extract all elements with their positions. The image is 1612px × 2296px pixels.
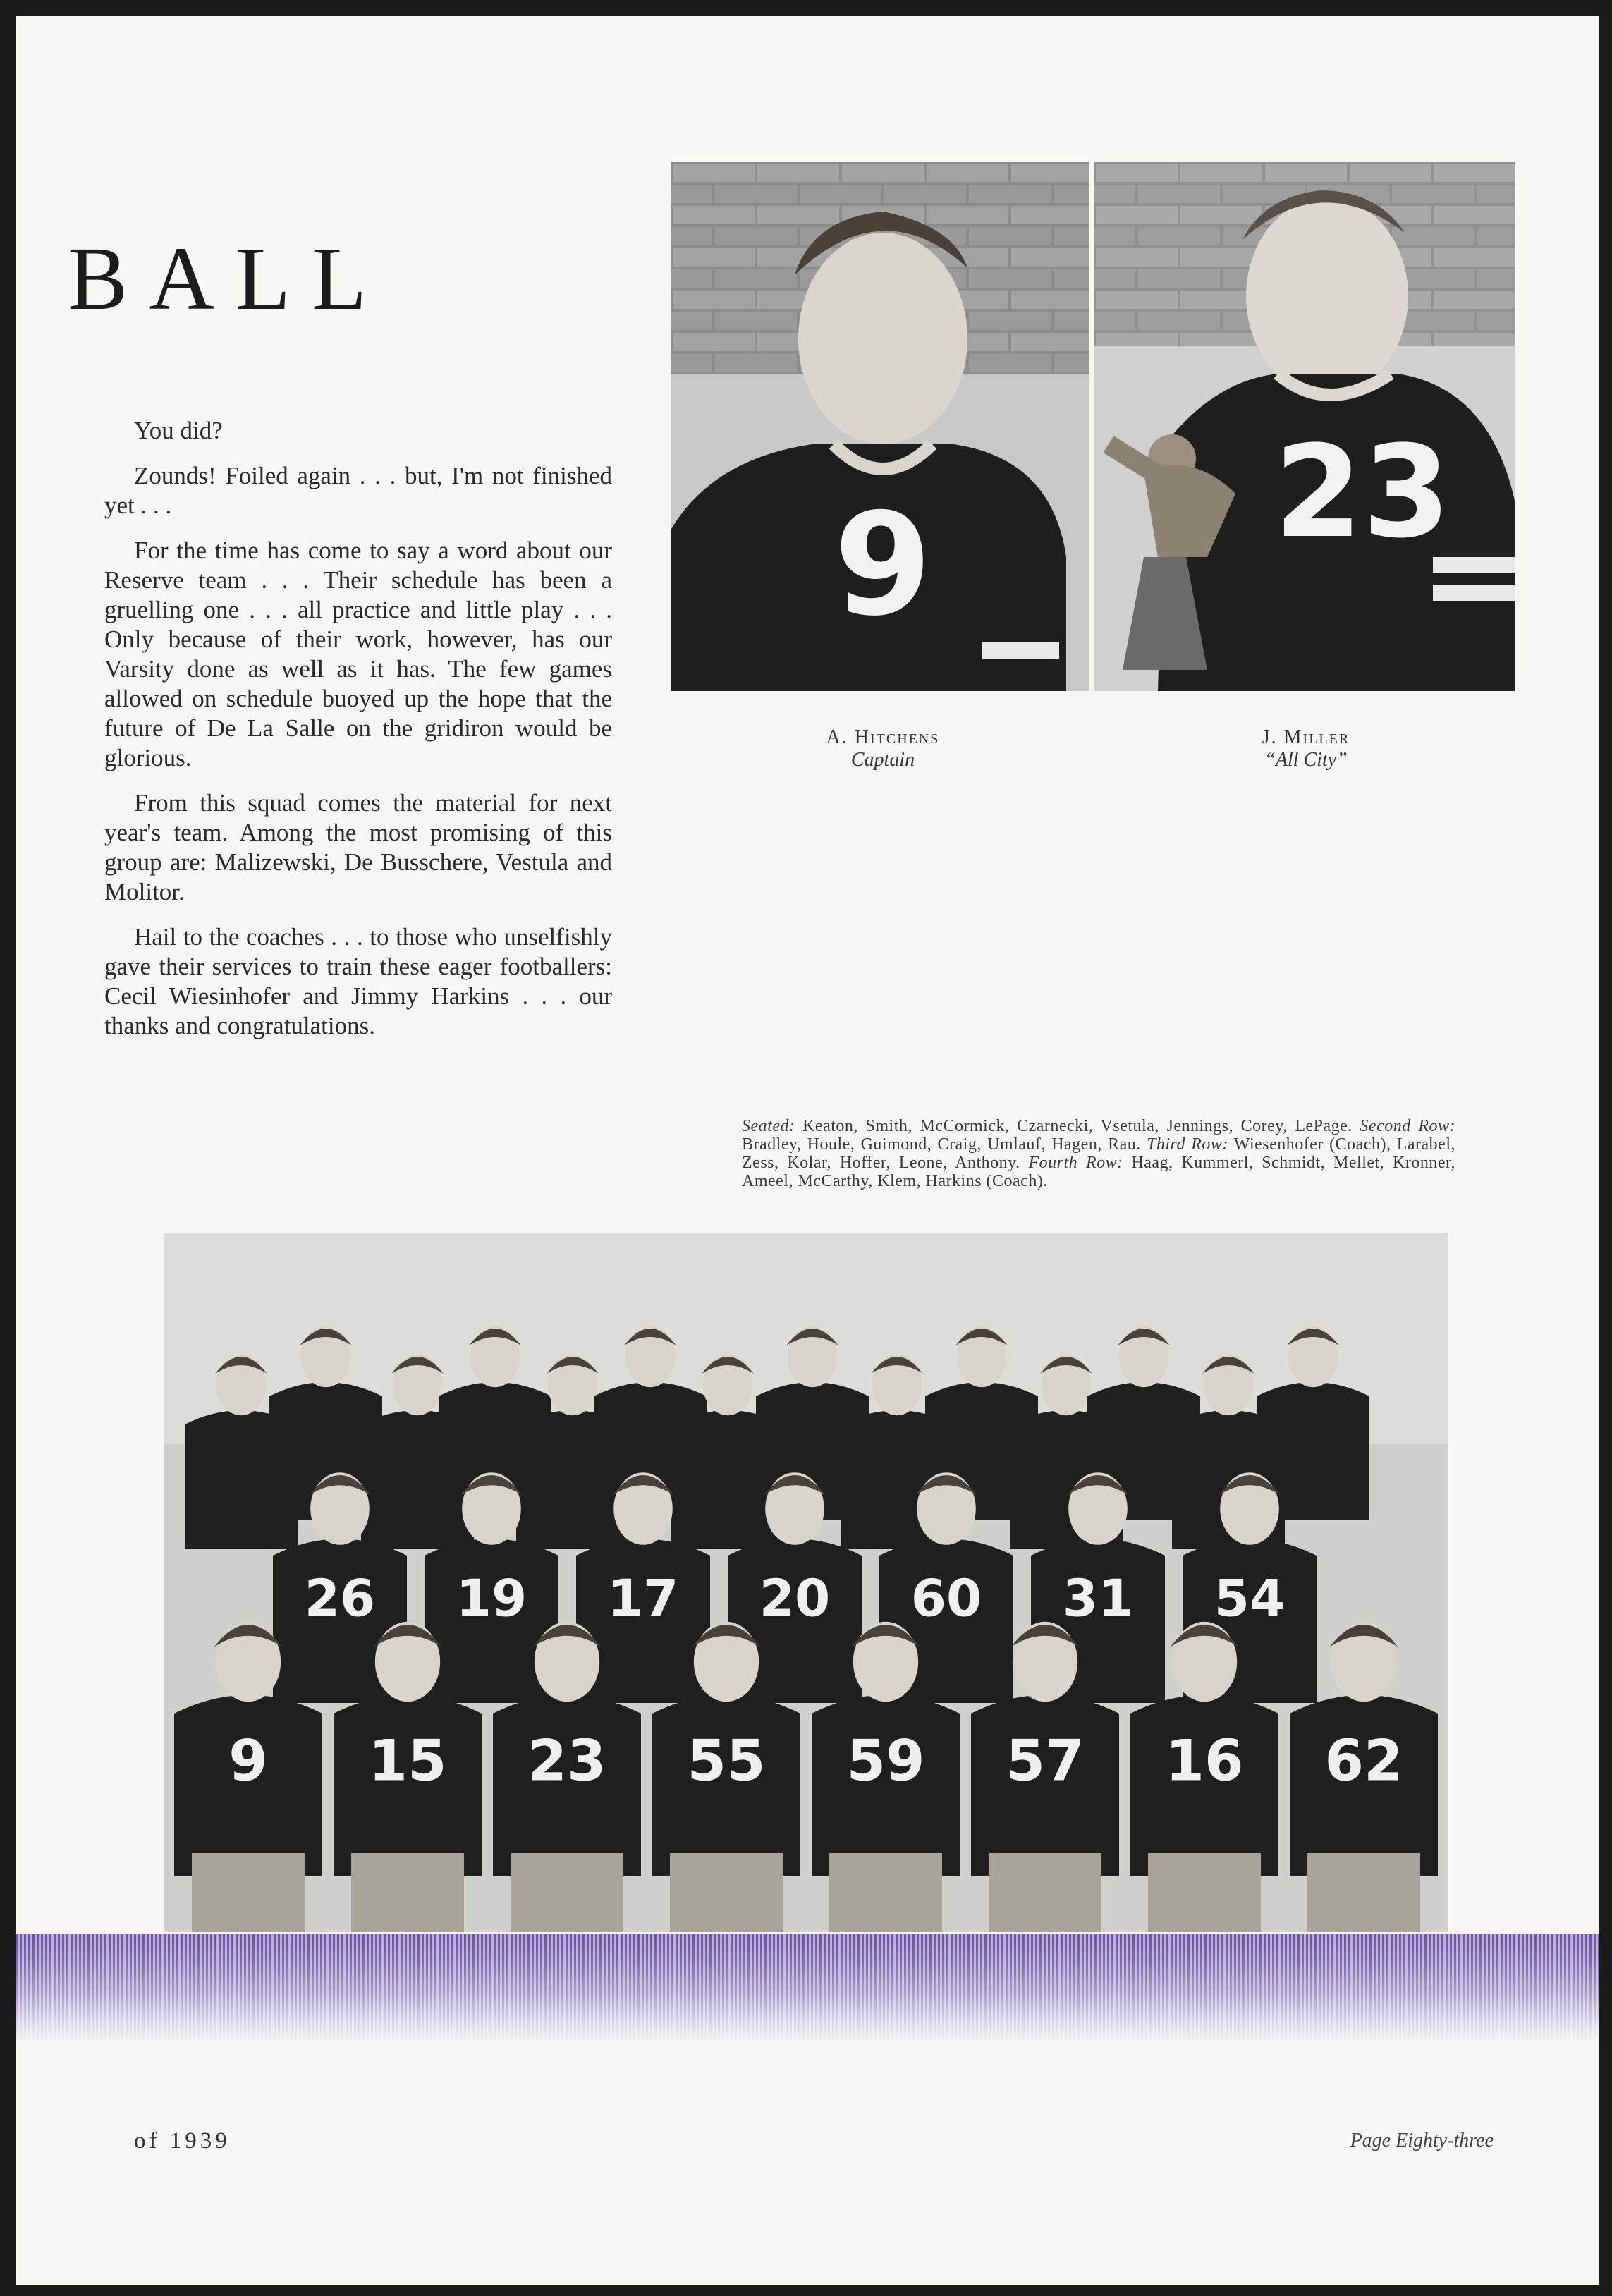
jersey-number: 54 (1214, 1569, 1286, 1629)
team-roster-caption (742, 1117, 1455, 1190)
jersey-number: 15 (368, 1728, 447, 1794)
roster-seated: Keaton, Smith, McCormick, Czarnecki, Vsetula, Jennings, Corey, LePage. (802, 1117, 1353, 1135)
player-role: “All City” (1264, 749, 1348, 771)
trousers (989, 1853, 1101, 1932)
portrait-photo-miller (1094, 162, 1515, 691)
jersey-number: 31 (1062, 1569, 1134, 1629)
trousers (351, 1853, 464, 1932)
trousers (829, 1853, 942, 1932)
jersey-number: 16 (1165, 1728, 1244, 1794)
page-number: Page Eighty-three (1350, 2130, 1494, 2151)
roster-label-seated: Seated: (742, 1117, 795, 1135)
portrait-caption (763, 726, 1003, 771)
portrait-caption (1186, 726, 1426, 771)
jersey-number: 26 (304, 1569, 376, 1629)
jersey-number: 60 (910, 1569, 982, 1629)
roster-third-row: Wiesenhofer (Coach), Larabel, Zess, Kolar, Hoffer, Leone, Anthony. (742, 1135, 1455, 1172)
trousers (1148, 1853, 1261, 1932)
trousers (1307, 1853, 1420, 1932)
paragraph: Zounds! Foiled again . . . but, I'm not finished yet . . . (104, 462, 612, 519)
trousers (192, 1853, 305, 1932)
paragraph: For the time has come to say a word about our Reserve team . . . Their schedule has been a gruelling one . . . all practice and little play . . . Only because of their work, however, has our Varsity done as well as it has. The few games allowed on schedule buoyed up the hope that the future of De La Salle on the gridiron would be glorious. (104, 537, 612, 771)
paragraph: Hail to the coaches . . . to those who unselfishly gave their services to train these eager footballers: Cecil Wiesinhofer and Jimmy Harkins . . . our thanks and congratulations. (104, 923, 612, 1039)
paragraph: From this squad comes the material for next year's team. Among the most promising of this group are: Malizewski, De Busschere, Vestula and Molitor. (104, 789, 612, 905)
jersey-number: 62 (1324, 1728, 1403, 1794)
player-name: A. Hitchens (826, 726, 940, 748)
yearbook-page (16, 16, 1599, 2285)
player-name: J. Miller (1262, 726, 1350, 748)
page-title: BALL (68, 228, 389, 329)
jersey-number: 23 (527, 1728, 606, 1794)
jersey-number: 55 (687, 1728, 766, 1794)
portrait-image (1094, 162, 1515, 691)
jersey-number: 59 (846, 1728, 925, 1794)
roster-second-row: Bradley, Houle, Guimond, Craig, Umlauf, Hagen, Rau. (742, 1135, 1141, 1154)
portrait-photo-hitchens (671, 162, 1089, 691)
jersey-number: 9 (228, 1728, 268, 1794)
team-photo (164, 1233, 1448, 1932)
roster-label-third: Third Row: (1147, 1135, 1228, 1154)
jersey-number: 19 (456, 1569, 527, 1629)
jersey-number: 57 (1006, 1728, 1085, 1794)
player-role: Captain (850, 749, 915, 771)
jersey-number: 23 (1274, 419, 1451, 566)
footer-year: of 1939 (134, 2128, 231, 2154)
roster-label-fourth: Fourth Row: (1028, 1154, 1123, 1172)
sleeve-stripe (1433, 585, 1515, 601)
decorative-purple-band (16, 1934, 1599, 2043)
trousers (670, 1853, 783, 1932)
roster-fourth-row: Haag, Kummerl, Schmidt, Mellet, Kronner, Ameel, McCarthy, Klem, Harkins (Coach). (742, 1154, 1456, 1190)
jersey-number: 17 (607, 1569, 679, 1629)
jersey-number: 9 (834, 483, 932, 647)
portrait-image (671, 162, 1089, 691)
trousers (511, 1853, 623, 1932)
article-text (104, 416, 612, 1056)
jersey-number: 20 (759, 1569, 831, 1629)
sleeve-stripe (982, 642, 1059, 659)
team-photo-image (164, 1233, 1448, 1932)
roster-label-second: Second Row: (1360, 1117, 1456, 1135)
paragraph: You did? (134, 417, 223, 444)
